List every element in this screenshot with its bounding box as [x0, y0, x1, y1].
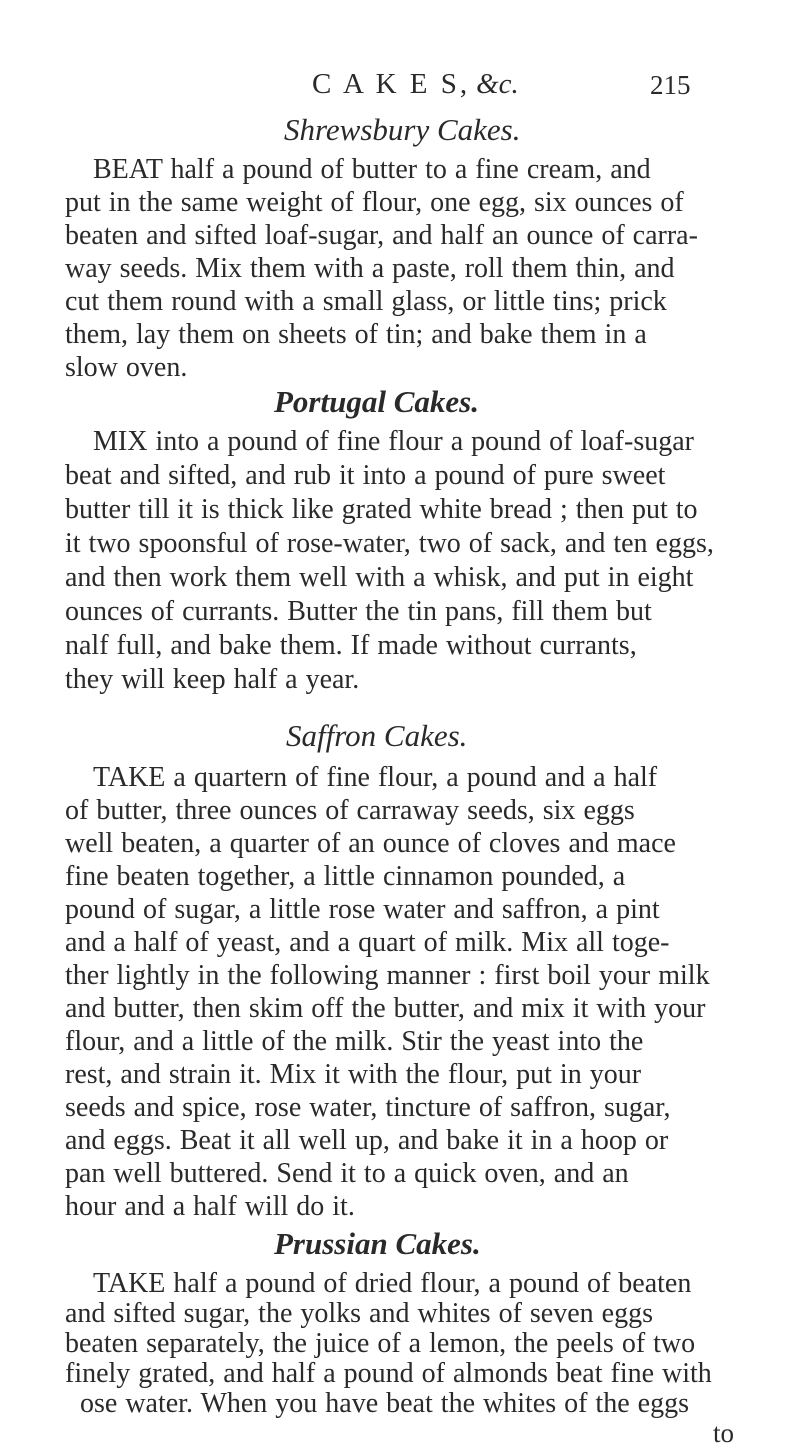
text-line: pan well buttered. Send it to a quick oven, and an [65, 1158, 629, 1189]
text-line: butter till it is thick like grated white bread ; then put to [65, 494, 698, 525]
text-line: flour, and a little of the milk. Stir the yeast into the [65, 1026, 644, 1057]
text-line: BEAT half a pound of butter to a fine cream, and [93, 154, 651, 185]
text-line: cut them round with a small glass, or little tins; prick [65, 286, 667, 317]
section-heading-portugal: Portugal Cakes. [274, 384, 479, 419]
text-line: ther lightly in the following manner : first boil your milk [65, 960, 710, 991]
text-line: MIX into a pound of fine flour a pound of loaf-sugar [93, 426, 694, 457]
text-line: fine beaten together, a little cinnamon pounded, a [65, 861, 626, 892]
text-line: slow oven. [65, 352, 188, 383]
text-line: pound of sugar, a little rose water and saffron, a pint [65, 894, 660, 925]
text-line: and sifted sugar, the yolks and whites of seven eggs [65, 1298, 653, 1329]
text-line: finely grated, and half a pound of almonds beat fine with [65, 1358, 712, 1389]
text-line: way seeds. Mix them with a paste, roll them thin, and [65, 253, 675, 284]
text-line: ose water. When you have beat the whites of the eggs [80, 1388, 689, 1419]
text-line: TAKE a quartern of fine flour, a pound and a half [93, 762, 658, 793]
text-line: it two spoonsful of rose-water, two of sack, and ten eggs, [65, 528, 714, 559]
page-number: 215 [650, 70, 691, 100]
text-line: and eggs. Beat it all well up, and bake it in a hoop or [65, 1125, 669, 1156]
text-line: beaten separately, the juice of a lemon, the peels of two [65, 1328, 696, 1359]
running-title-suffix: &c. [476, 68, 519, 100]
text-line: and butter, then skim off the butter, and mix it with your [65, 993, 706, 1024]
running-title [312, 68, 519, 101]
text-line: rest, and strain it. Mix it with the flour, put in your [65, 1059, 642, 1090]
section-heading-prussian: Prussian Cakes. [274, 1226, 481, 1261]
text-line: ounces of currants. Butter the tin pans, fill them but [65, 596, 652, 627]
text-line: they will keep half a year. [65, 664, 360, 695]
section-heading-saffron: Saffron Cakes. [286, 718, 468, 753]
text-line: hour and a half will do it. [65, 1191, 355, 1222]
text-line: nalf full, and bake them. If made without currants, [65, 630, 637, 661]
text-line: seeds and spice, rose water, tincture of saffron, sugar, [65, 1092, 671, 1123]
text-line: and a half of yeast, and a quart of milk. Mix all toge- [65, 927, 670, 958]
catchword: to [713, 1418, 735, 1448]
text-line: beaten and sifted loaf-sugar, and half an ounce of carra- [65, 220, 698, 251]
text-line: well beaten, a quarter of an ounce of cloves and mace [65, 828, 676, 859]
text-line: them, lay them on sheets of tin; and bake them in a [65, 319, 647, 350]
section-heading-shrewsbury: Shrewsbury Cakes. [284, 112, 521, 147]
text-line: of butter, three ounces of carraway seeds, six eggs [65, 795, 635, 826]
text-line: TAKE half a pound of dried flour, a pound of beaten [93, 1268, 692, 1299]
text-line: beat and sifted, and rub it into a pound of pure sweet [65, 460, 666, 491]
running-title-text: C A K E S, [312, 68, 471, 100]
text-line: and then work them well with a whisk, and put in eight [65, 562, 694, 593]
text-line: put in the same weight of flour, one egg, six ounces of [65, 187, 684, 218]
